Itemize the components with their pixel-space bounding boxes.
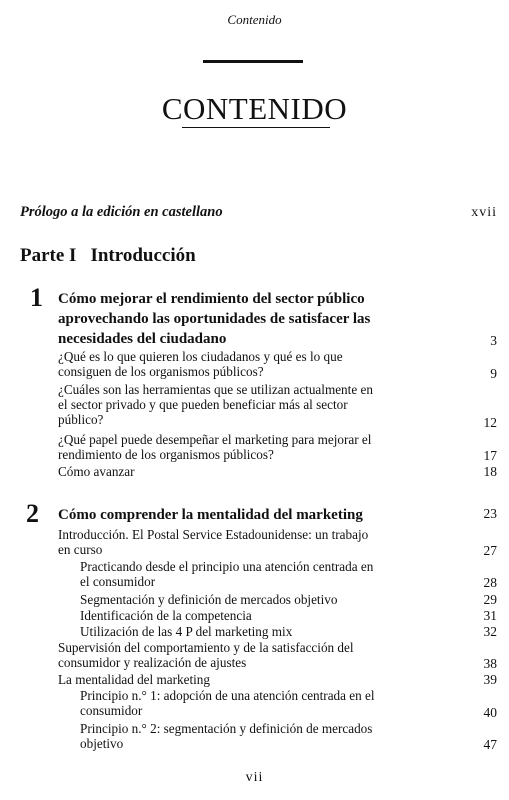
toc-entry-line: Identificación de la competencia bbox=[80, 608, 252, 623]
toc-entry-line: ¿Qué papel puede desempeñar el marketing para mejorar el bbox=[58, 432, 372, 447]
toc-entry-page: 17 bbox=[483, 448, 497, 463]
toc-entry bbox=[58, 527, 368, 557]
part-heading bbox=[20, 245, 196, 267]
toc-entry-line: ¿Qué es lo que quieren los ciudadanos y qué es lo que bbox=[58, 349, 343, 364]
toc-entry-page: 32 bbox=[483, 624, 497, 639]
title-underline bbox=[182, 127, 330, 128]
toc-entry-line: ¿Cuáles son las herramientas que se utilizan actualmente en bbox=[58, 382, 373, 397]
toc-entry bbox=[58, 640, 354, 670]
toc-entry-line: Introducción. El Postal Service Estadounidense: un trabajo bbox=[58, 527, 369, 542]
toc-subentry bbox=[80, 592, 337, 607]
toc-entry bbox=[58, 349, 343, 379]
toc-entry-page: 31 bbox=[483, 608, 497, 623]
toc-prologo-page: xvii bbox=[471, 205, 497, 220]
toc-entry-line: rendimiento de los organismos públicos? bbox=[58, 447, 274, 462]
part-label: Parte I bbox=[20, 245, 77, 266]
toc-subentry bbox=[80, 688, 375, 718]
toc-entry-page: 47 bbox=[483, 737, 497, 752]
toc-entry-line: público? bbox=[58, 412, 104, 427]
running-header: Contenido bbox=[227, 12, 282, 27]
toc-entry-page: 12 bbox=[483, 415, 497, 430]
chapter-1-title-line: aprovechando las oportunidades de satisfacer las bbox=[58, 311, 371, 327]
chapter-1-page: 3 bbox=[490, 333, 497, 348]
chapter-1-title bbox=[58, 289, 458, 349]
toc-entry bbox=[58, 464, 135, 479]
chapter-2-title: Cómo comprender la mentalidad del marketing bbox=[58, 507, 363, 523]
toc-entry-line: Practicando desde el principio una atención centrada en bbox=[80, 559, 374, 574]
toc-entry-page: 27 bbox=[483, 543, 497, 558]
toc-entry bbox=[58, 382, 373, 427]
toc-entry-line: objetivo bbox=[80, 736, 124, 751]
header-rule bbox=[203, 60, 303, 63]
toc-entry-page: 29 bbox=[483, 592, 497, 607]
part-title: Introducción bbox=[90, 245, 196, 266]
toc-entry-page: 28 bbox=[483, 575, 497, 590]
toc-entry-line: Principio n.° 2: segmentación y definición de mercados bbox=[80, 721, 373, 736]
toc-entry-line: Supervisión del comportamiento y de la satisfacción del bbox=[58, 640, 354, 655]
toc-entry-line: Utilización de las 4 P del marketing mix bbox=[80, 624, 293, 639]
toc-prologo-label: Prólogo a la edición en castellano bbox=[20, 204, 223, 220]
toc-entry bbox=[58, 672, 210, 687]
chapter-1-number: 1 bbox=[30, 283, 43, 312]
toc-entry-line: Segmentación y definición de mercados objetivo bbox=[80, 592, 338, 607]
page-title: CONTENIDO bbox=[161, 91, 348, 126]
toc-entry-line: el consumidor bbox=[80, 574, 156, 589]
toc-entry-page: 39 bbox=[483, 672, 497, 687]
chapter-1-title-line: necesidades del ciudadano bbox=[58, 331, 227, 347]
page-number: vii bbox=[245, 770, 264, 785]
toc-entry bbox=[58, 432, 371, 462]
toc-entry-page: 18 bbox=[483, 464, 497, 479]
toc-entry-line: el sector privado y que pueden beneficiar más al sector bbox=[58, 397, 348, 412]
chapter-1-title-line: Cómo mejorar el rendimiento del sector público bbox=[58, 291, 365, 307]
chapter-2-page: 23 bbox=[483, 506, 497, 521]
toc-subentry bbox=[80, 721, 372, 751]
toc-subentry bbox=[80, 608, 252, 623]
toc-entry-line: consumidor bbox=[80, 703, 143, 718]
toc-entry-line: Principio n.° 1: adopción de una atención centrada en el bbox=[80, 688, 375, 703]
toc-entry-line: consumidor y realización de ajustes bbox=[58, 655, 247, 670]
toc-entry-page: 9 bbox=[490, 366, 497, 381]
toc-entry-page: 40 bbox=[483, 705, 497, 720]
toc-subentry bbox=[80, 624, 292, 639]
toc-entry-line: Cómo avanzar bbox=[58, 464, 135, 479]
chapter-2-number: 2 bbox=[26, 499, 39, 528]
toc-entry-line: consiguen de los organismos públicos? bbox=[58, 364, 264, 379]
toc-entry-line: en curso bbox=[58, 542, 103, 557]
toc-subentry bbox=[80, 559, 373, 589]
toc-entry-page: 38 bbox=[483, 656, 497, 671]
toc-entry-line: La mentalidad del marketing bbox=[58, 672, 210, 687]
